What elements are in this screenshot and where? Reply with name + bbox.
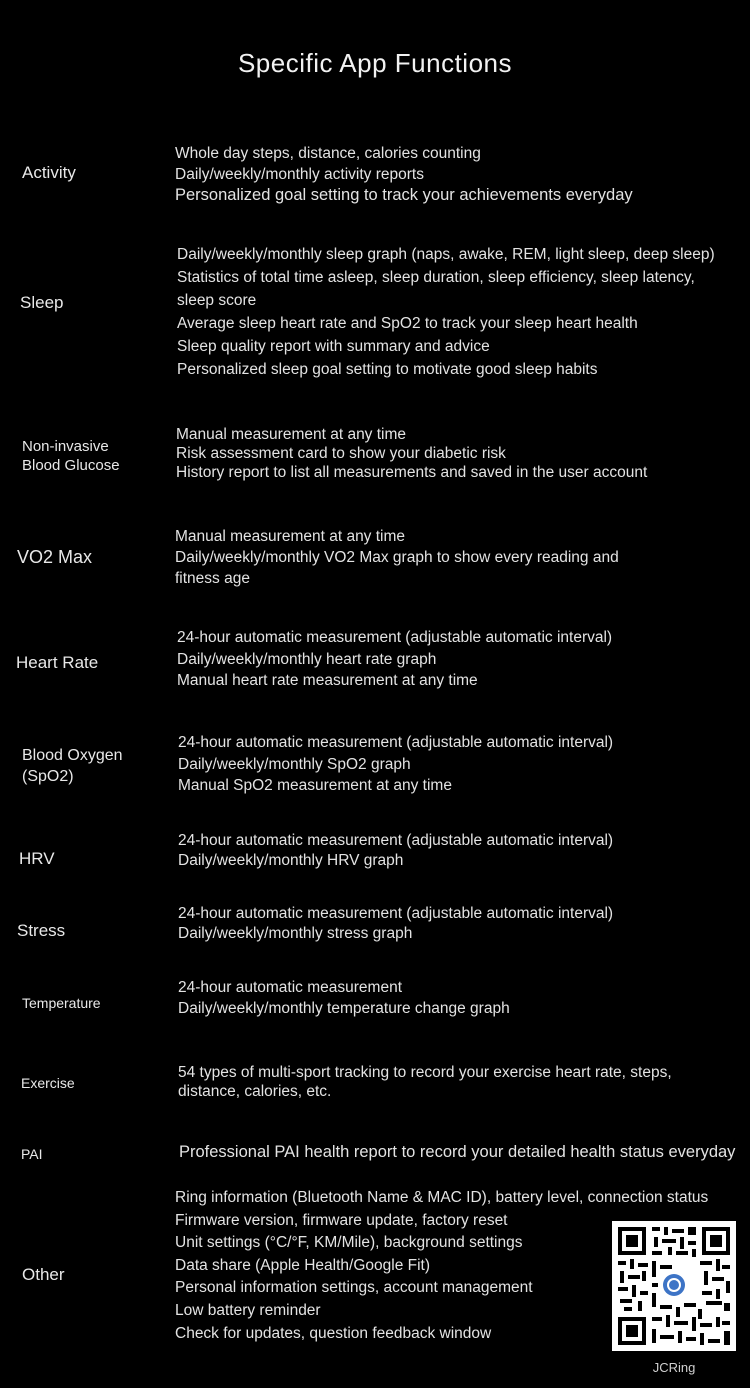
section-desc-hrv	[178, 831, 613, 871]
section-desc-sleep	[177, 243, 715, 381]
section-desc-blood-glucose	[176, 425, 647, 482]
desc-line: Low battery reminder	[175, 1301, 321, 1319]
section-desc-blood-oxygen	[178, 732, 613, 797]
section-desc-stress	[178, 904, 613, 944]
desc-line: 24-hour automatic measurement (adjustable automatic interval)	[177, 629, 613, 646]
section-label-hrv: HRV	[19, 849, 55, 868]
desc-line: Professional PAI health report to record your detailed health status everyday	[179, 1143, 736, 1161]
desc-line: Daily/weekly/monthly temperature change graph	[178, 1000, 510, 1017]
section-label-pai: PAI	[21, 1146, 43, 1162]
desc-line: Personal information settings, account management	[175, 1279, 533, 1297]
section-desc-temperature	[178, 977, 510, 1019]
desc-line: 54 types of multi-sport tracking to record your exercise heart rate, steps,	[178, 1064, 672, 1081]
desc-line: fitness age	[175, 570, 250, 587]
desc-line: Risk assessment card to show your diabetic risk	[176, 445, 506, 462]
desc-line: Manual measurement at any time	[176, 426, 407, 443]
desc-line: Personalized sleep goal setting to motivate good sleep habits	[177, 361, 598, 378]
desc-line: Check for updates, question feedback window	[175, 1324, 492, 1342]
section-label-blood-oxygen: Blood Oxygen (SpO2)	[22, 747, 123, 785]
page-title: Specific App Functions	[237, 48, 513, 78]
desc-line: Data share (Apple Health/Google Fit)	[175, 1256, 431, 1274]
section-label-exercise: Exercise	[21, 1075, 75, 1091]
section-label-stress: Stress	[17, 921, 66, 940]
desc-line: Average sleep heart rate and SpO2 to track your sleep heart health	[177, 315, 638, 332]
desc-line: Daily/weekly/monthly SpO2 graph	[178, 755, 411, 773]
desc-line: Sleep quality report with summary and advice	[177, 338, 490, 355]
desc-line: Ring information (Bluetooth Name & MAC ID), battery level, connection status	[175, 1189, 709, 1206]
section-label-temperature: Temperature	[22, 995, 101, 1011]
section-label-blood-glucose: Non-invasive Blood Glucose	[22, 438, 120, 474]
desc-line: History report to list all measurements and saved in the user account	[176, 464, 648, 481]
desc-line: Firmware version, firmware update, factory reset	[175, 1211, 508, 1229]
desc-line: distance, calories, etc.	[178, 1083, 332, 1100]
desc-line: 24-hour automatic measurement (adjustable automatic interval)	[178, 832, 614, 849]
desc-line: Daily/weekly/monthly activity reports	[175, 166, 424, 183]
desc-line: 24-hour automatic measurement (adjustable automatic interval)	[178, 905, 614, 922]
desc-line: Manual SpO2 measurement at any time	[178, 777, 452, 794]
section-label-sleep: Sleep	[20, 293, 64, 312]
section-desc-heart-rate	[177, 627, 612, 692]
qr-caption: JCRing	[652, 1360, 696, 1375]
qr-code-graphic	[612, 1221, 736, 1351]
section-label-other: Other	[22, 1265, 65, 1284]
desc-line: Daily/weekly/monthly HRV graph	[178, 852, 404, 869]
section-label-vo2-max: VO2 Max	[17, 547, 93, 567]
section-desc-exercise	[178, 1063, 672, 1101]
desc-line: Manual measurement at any time	[175, 528, 406, 545]
desc-line: Daily/weekly/monthly stress graph	[178, 925, 413, 942]
desc-line: Daily/weekly/monthly heart rate graph	[177, 650, 437, 668]
section-desc-vo2-max	[175, 526, 619, 589]
section-desc-activity	[175, 143, 633, 206]
desc-line: 24-hour automatic measurement	[178, 979, 403, 996]
desc-line: Manual heart rate measurement at any time	[177, 672, 478, 689]
desc-line: Statistics of total time asleep, sleep duration, sleep efficiency, sleep latency,	[177, 269, 695, 286]
section-desc-pai	[179, 1142, 735, 1162]
desc-line: Whole day steps, distance, calories counting	[175, 145, 481, 162]
desc-line: Daily/weekly/monthly sleep graph (naps, awake, REM, light sleep, deep sleep)	[177, 246, 715, 263]
desc-line: sleep score	[177, 292, 257, 309]
desc-line: Unit settings (°C/°F, KM/Mile), background settings	[175, 1234, 523, 1252]
section-label-heart-rate: Heart Rate	[16, 653, 99, 672]
qr-code	[612, 1221, 736, 1351]
desc-line: Personalized goal setting to track your achievements everyday	[175, 186, 633, 204]
section-label-activity: Activity	[22, 163, 76, 182]
desc-line: 24-hour automatic measurement (adjustable automatic interval)	[178, 734, 614, 751]
desc-line: Daily/weekly/monthly VO2 Max graph to show every reading and	[175, 549, 619, 566]
